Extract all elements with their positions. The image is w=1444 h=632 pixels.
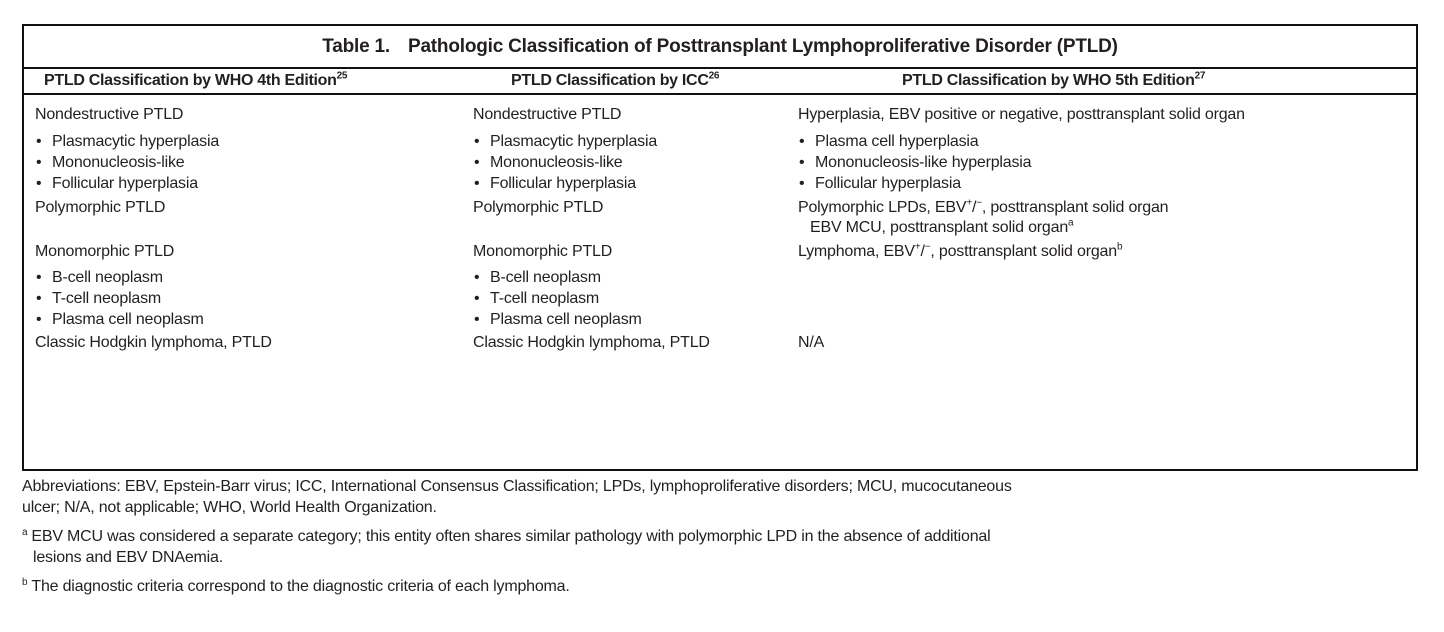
- list-item: • Plasma cell neoplasm: [35, 309, 204, 330]
- who5-hodgkin: N/A: [798, 334, 825, 351]
- list-item: • Plasma cell neoplasm: [473, 309, 642, 330]
- footnote-b: [22, 576, 570, 597]
- footnote-a-text: EBV MCU was considered a separate category; this entity often shares similar pathology with polymorphic LPD in the absence of additional: [31, 528, 991, 545]
- who5-polymorphic-text: Polymorphic LPDs, EBV: [798, 199, 967, 216]
- footnote-a-continued: lesions and EBV DNAemia.: [33, 549, 223, 566]
- column-header-icc: [511, 69, 719, 93]
- footnote-marker: b: [22, 576, 28, 588]
- who5-lymphoma-suffix: , posttransplant solid organ: [930, 243, 1117, 260]
- who4-nondestructive-list: [35, 131, 219, 194]
- abbreviations-line-2: ulcer; N/A, not applicable; WHO, World Health Organization.: [22, 499, 437, 516]
- who5-polymorphic: [798, 198, 1168, 218]
- who5-lymphoma-text: Lymphoma, EBV: [798, 243, 915, 260]
- list-item: • T-cell neoplasm: [473, 288, 642, 309]
- column-header-label: PTLD Classification by WHO 5th Edition: [902, 72, 1195, 89]
- list-item: • Follicular hyperplasia: [798, 173, 1031, 194]
- list-item: • B-cell neoplasm: [35, 267, 204, 288]
- list-item: • Follicular hyperplasia: [35, 173, 219, 194]
- list-item: • Plasmacytic hyperplasia: [35, 131, 219, 152]
- slash: /: [920, 243, 925, 260]
- icc-monomorphic-list: [473, 267, 642, 330]
- footnote-a: [22, 526, 990, 547]
- table-number: Table 1.: [322, 35, 390, 57]
- list-item: • Plasma cell hyperplasia: [798, 131, 1031, 152]
- list-item: • B-cell neoplasm: [473, 267, 642, 288]
- footnote-marker: a: [1068, 217, 1074, 229]
- who4-nondestructive: Nondestructive PTLD: [35, 106, 184, 123]
- who5-hyperplasia: Hyperplasia, EBV positive or negative, posttransplant solid organ: [798, 106, 1245, 123]
- table-header-row: [24, 69, 1416, 95]
- list-item: • T-cell neoplasm: [35, 288, 204, 309]
- footnote-marker: b: [1116, 241, 1123, 253]
- reference-number: 25: [336, 70, 348, 82]
- superscript-plus: +: [966, 197, 972, 209]
- table-title: [24, 26, 1416, 69]
- who5-mcu: [798, 218, 1073, 238]
- who5-mcu-text: EBV MCU, posttransplant solid organ: [810, 219, 1069, 236]
- superscript-plus: +: [914, 241, 921, 253]
- list-item: • Plasmacytic hyperplasia: [473, 131, 657, 152]
- icc-polymorphic: Polymorphic PTLD: [473, 199, 604, 216]
- who4-monomorphic-list: [35, 267, 204, 330]
- column-header-who5: [902, 69, 1205, 93]
- abbreviations-line-1: Abbreviations: EBV, Epstein-Barr virus; ICC, International Consensus Classification; LPDs, lymphoproliferative disorders; MCU, mucocutaneous: [22, 478, 1012, 495]
- classification-table: [22, 24, 1418, 471]
- table-title-text: Pathologic Classification of Posttransplant Lymphoproliferative Disorder (PTLD): [407, 35, 1118, 57]
- who4-polymorphic: Polymorphic PTLD: [35, 199, 166, 216]
- who5-hyperplasia-list: [798, 131, 1031, 194]
- list-item: • Mononucleosis-like: [473, 152, 657, 173]
- superscript-minus: −: [924, 241, 931, 253]
- column-header-who4: [44, 69, 347, 93]
- who5-lymphoma: [798, 242, 1122, 262]
- column-header-label: PTLD Classification by WHO 4th Edition: [44, 72, 337, 89]
- footnote-b-text: The diagnostic criteria correspond to the diagnostic criteria of each lymphoma.: [31, 578, 570, 595]
- icc-monomorphic: Monomorphic PTLD: [473, 243, 613, 260]
- icc-nondestructive-list: [473, 131, 657, 194]
- who4-monomorphic: Monomorphic PTLD: [35, 243, 175, 260]
- who5-polymorphic-suffix: , posttransplant solid organ: [981, 199, 1169, 216]
- column-header-label: PTLD Classification by ICC: [511, 72, 709, 89]
- list-item: • Mononucleosis-like: [35, 152, 219, 173]
- slash: /: [971, 199, 977, 216]
- reference-number: 26: [708, 70, 720, 82]
- icc-hodgkin: Classic Hodgkin lymphoma, PTLD: [473, 334, 710, 351]
- icc-nondestructive: Nondestructive PTLD: [473, 106, 622, 123]
- who4-hodgkin: Classic Hodgkin lymphoma, PTLD: [35, 334, 272, 351]
- footnote-marker: a: [22, 526, 28, 538]
- reference-number: 27: [1194, 70, 1206, 82]
- list-item: • Follicular hyperplasia: [473, 173, 657, 194]
- superscript-minus: −: [976, 197, 982, 209]
- list-item: • Mononucleosis-like hyperplasia: [798, 152, 1031, 173]
